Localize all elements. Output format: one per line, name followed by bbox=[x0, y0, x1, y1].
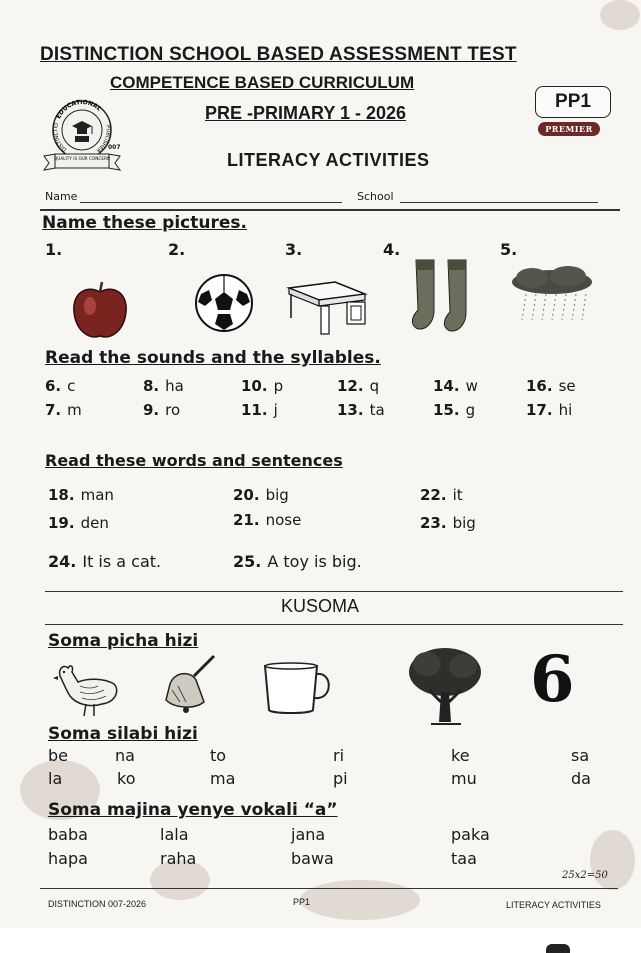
syllable: la bbox=[48, 769, 63, 788]
bell-icon bbox=[160, 654, 220, 716]
number-six: 6 bbox=[530, 642, 575, 717]
word-item: 20. big bbox=[233, 486, 289, 504]
curriculum-title: COMPETENCE BASED CURRICULUM bbox=[110, 73, 415, 92]
syllable: pi bbox=[333, 769, 348, 788]
sound-item: 17. hi bbox=[526, 401, 573, 419]
footer-center: PP1 bbox=[293, 897, 311, 907]
sound-item: 8. ha bbox=[143, 377, 184, 395]
sound-item: 12. q bbox=[337, 377, 380, 395]
pp1-badge: PP1 bbox=[535, 86, 611, 118]
picture-number: 5. bbox=[500, 240, 518, 259]
apple-icon bbox=[68, 278, 132, 342]
word-item: 18. man bbox=[48, 486, 114, 504]
sentence-item: 24. It is a cat. bbox=[48, 552, 162, 571]
syllable: to bbox=[210, 746, 227, 765]
desk-icon bbox=[285, 278, 371, 338]
name-field[interactable] bbox=[45, 190, 77, 203]
picture-number: 4. bbox=[383, 240, 401, 259]
tree-icon bbox=[405, 642, 485, 730]
word: paka bbox=[451, 825, 490, 844]
syllable: ma bbox=[210, 769, 236, 788]
sound-item: 16. se bbox=[526, 377, 576, 395]
sound-item: 10. p bbox=[241, 377, 284, 395]
subject-title: LITERACY ACTIVITIES bbox=[227, 150, 430, 170]
word: taa bbox=[451, 849, 477, 868]
sound-item: 9. ro bbox=[143, 401, 181, 419]
syllable: sa bbox=[571, 746, 590, 765]
picture-number: 2. bbox=[168, 240, 186, 259]
word-item: 23. big bbox=[420, 514, 476, 532]
silabi-heading: Soma silabi hizi bbox=[48, 724, 198, 744]
word-item: 22. it bbox=[420, 486, 463, 504]
word: baba bbox=[48, 825, 88, 844]
picture-number: 3. bbox=[285, 240, 303, 259]
picha-heading: Soma picha hizi bbox=[48, 631, 199, 651]
syllable: na bbox=[115, 746, 135, 765]
syllable: ke bbox=[451, 746, 470, 765]
football-icon bbox=[193, 272, 255, 334]
syllable: ko bbox=[117, 769, 136, 788]
word: hapa bbox=[48, 849, 88, 868]
pictures-heading: Name these pictures. bbox=[42, 213, 247, 233]
word: jana bbox=[291, 825, 326, 844]
school-field[interactable] bbox=[357, 190, 394, 203]
footer-left: DISTINCTION 007-2026 bbox=[48, 899, 147, 909]
publisher-logo bbox=[38, 98, 128, 182]
sentence-item: 25. A toy is big. bbox=[233, 552, 362, 571]
picture-number: 1. bbox=[45, 240, 63, 259]
syllable: ri bbox=[333, 746, 345, 765]
words-heading: Read these words and sentences bbox=[45, 451, 343, 470]
sound-item: 6. c bbox=[45, 377, 76, 395]
word: lala bbox=[160, 825, 189, 844]
cup-icon bbox=[261, 660, 337, 716]
syllable: be bbox=[48, 746, 68, 765]
sounds-heading: Read the sounds and the syllables. bbox=[45, 348, 381, 368]
chat-bubble-icon[interactable] bbox=[546, 944, 570, 953]
logo-ribbon: QUALITY IS OUR CONCERN bbox=[53, 156, 111, 161]
word: raha bbox=[160, 849, 197, 868]
kusoma-heading: KUSOMA bbox=[281, 596, 360, 616]
word-item: 21. nose bbox=[233, 511, 302, 529]
logo-text-right: PUBLISHER bbox=[94, 124, 111, 154]
syllable: mu bbox=[451, 769, 477, 788]
sound-item: 15. g bbox=[433, 401, 476, 419]
logo-text-top: EDUCATIONAL bbox=[55, 98, 103, 121]
logo-number: 007 bbox=[108, 144, 121, 151]
syllable: da bbox=[571, 769, 591, 788]
rain-cloud-icon bbox=[506, 264, 598, 324]
premier-badge: PREMIER bbox=[538, 122, 600, 136]
grade-title: PRE -PRIMARY 1 - 2026 bbox=[205, 103, 407, 123]
footer-right: LITERACY ACTIVITIES bbox=[506, 900, 601, 910]
sound-item: 11. j bbox=[241, 401, 278, 419]
word-item: 19. den bbox=[48, 514, 109, 532]
hen-icon bbox=[50, 656, 122, 718]
school-label: School bbox=[357, 190, 394, 203]
word: bawa bbox=[291, 849, 334, 868]
score-note: 25x2=50 bbox=[562, 870, 608, 881]
sound-item: 7. m bbox=[45, 401, 82, 419]
logo-seal-icon bbox=[38, 98, 128, 178]
name-label: Name bbox=[45, 190, 78, 203]
sound-item: 14. w bbox=[433, 377, 478, 395]
sound-item: 13. ta bbox=[337, 401, 385, 419]
socks-icon bbox=[410, 258, 480, 334]
logo-text-left: DISTINCTIO bbox=[53, 122, 69, 153]
assessment-title: DISTINCTION SCHOOL BASED ASSESSMENT TEST bbox=[40, 44, 517, 65]
majina-heading: Soma majina yenye vokali “a” bbox=[48, 800, 338, 820]
